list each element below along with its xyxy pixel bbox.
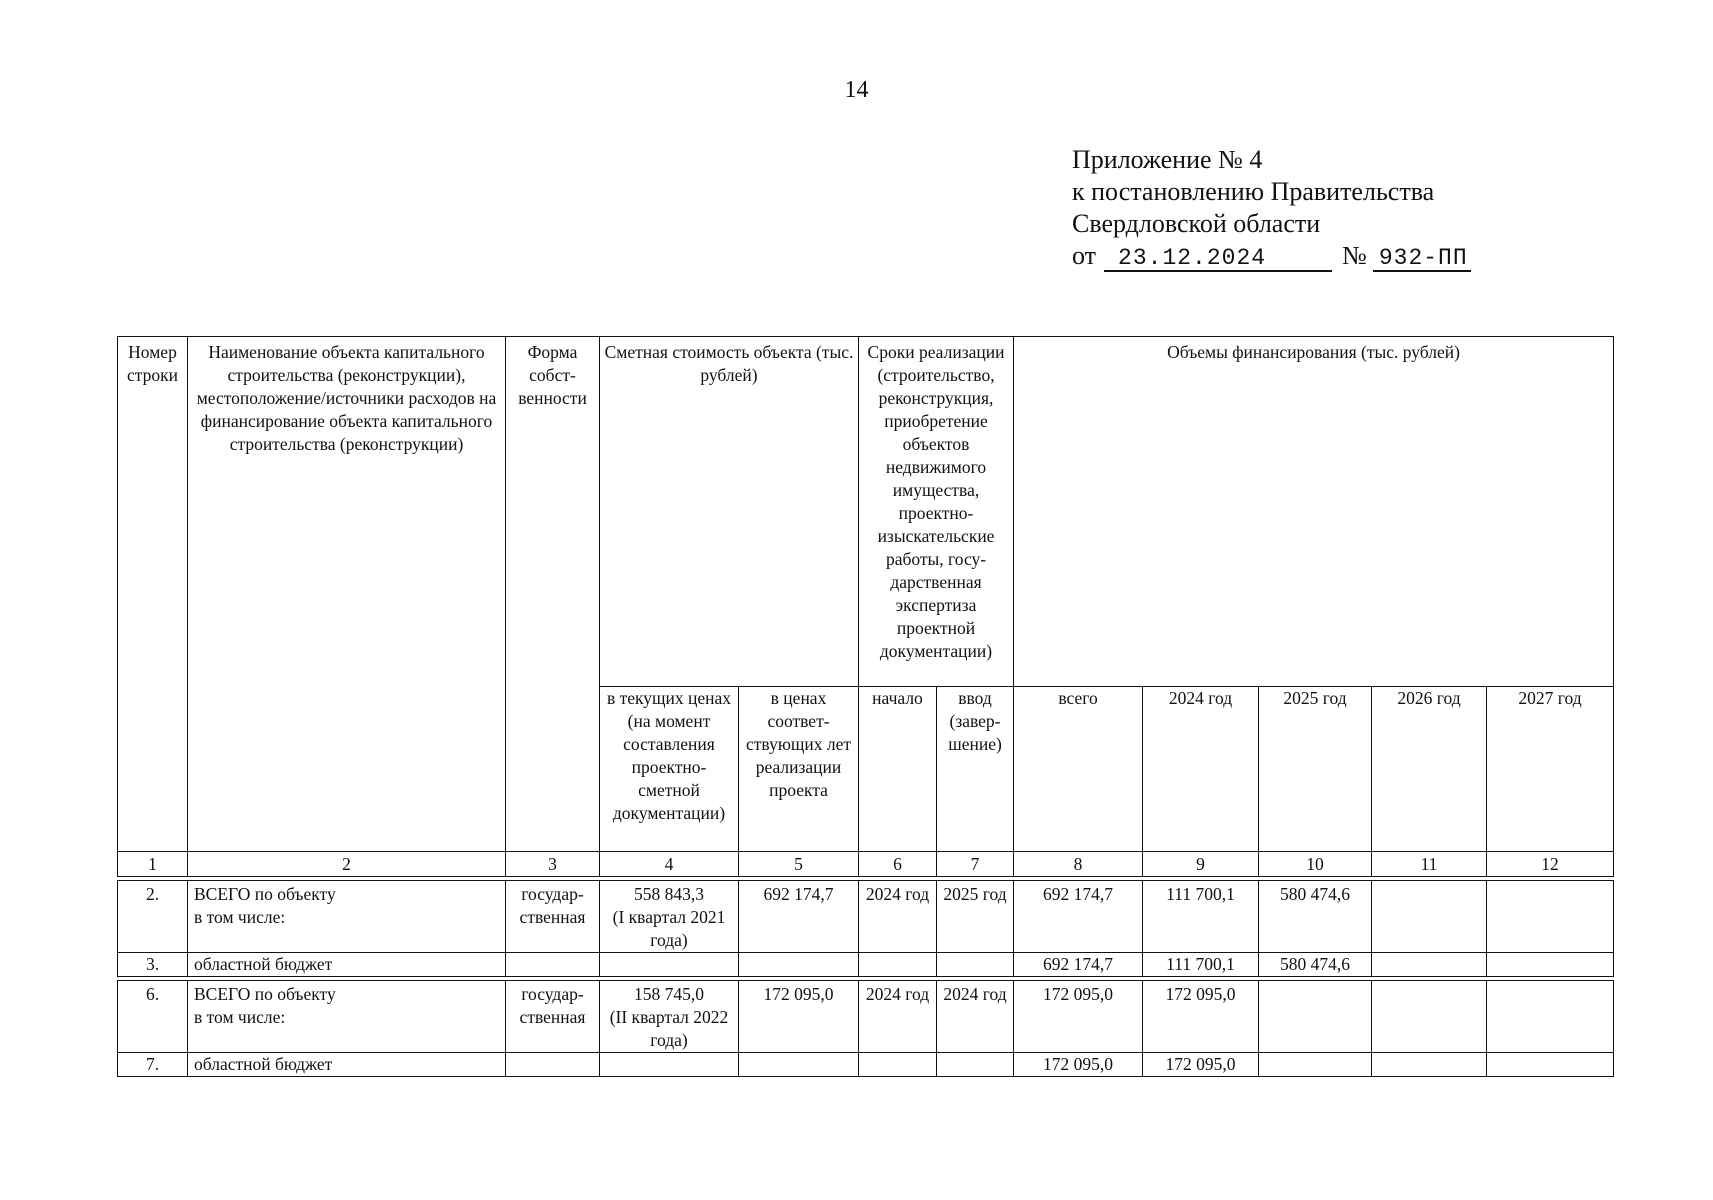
- row-name: областной бюджет: [188, 953, 506, 977]
- header-2026: 2026 год: [1372, 687, 1487, 852]
- table-row: [118, 981, 1614, 1053]
- row-ownership: [506, 953, 600, 977]
- header-current-prices: в текущих ценах (на момент составления проектно-сметной документации): [600, 687, 739, 852]
- column-number: 11: [1372, 852, 1487, 877]
- row-year-prices: [739, 953, 859, 977]
- column-number: 12: [1487, 852, 1614, 877]
- column-number: 9: [1143, 852, 1259, 877]
- row-name: областной бюджет: [188, 1053, 506, 1077]
- row-2024: 111 700,1: [1143, 953, 1259, 977]
- table-row: [118, 881, 1614, 953]
- row-number: 6.: [118, 981, 188, 1053]
- row-total: 692 174,7: [1014, 953, 1143, 977]
- table-row: [118, 1053, 1614, 1077]
- column-number: 8: [1014, 852, 1143, 877]
- header-row-number: Номер строки: [118, 337, 188, 852]
- column-number: 6: [859, 852, 937, 877]
- column-number: 1: [118, 852, 188, 877]
- row-2024: 172 095,0: [1143, 981, 1259, 1053]
- row-2026: [1372, 881, 1487, 953]
- row-2026: [1372, 981, 1487, 1053]
- row-year-prices: 172 095,0: [739, 981, 859, 1053]
- page-number: 14: [844, 77, 869, 103]
- row-2027: [1487, 953, 1614, 977]
- row-current-prices: 158 745,0 (II квартал 2022 года): [600, 981, 739, 1053]
- appendix-date-line: [1072, 240, 1471, 272]
- table-row: [118, 953, 1614, 977]
- header-ownership: Форма собст-венности: [506, 337, 600, 852]
- row-current-prices: 558 843,3 (I квартал 2021 года): [600, 881, 739, 953]
- row-ownership: государ-ственная: [506, 881, 600, 953]
- financing-table: [117, 336, 1614, 1077]
- header-estimated-cost: Сметная стоимость объекта (тыс. рублей): [600, 337, 859, 687]
- row-2024: 172 095,0: [1143, 1053, 1259, 1077]
- row-total: 692 174,7: [1014, 881, 1143, 953]
- row-number: 3.: [118, 953, 188, 977]
- column-number: 2: [188, 852, 506, 877]
- header-object-name: Наименование объекта капитального строительства (реконструкции), местоположение/источники расходов на финансирование объекта капитального строительства (реконструкции): [188, 337, 506, 852]
- column-number-row: [118, 852, 1614, 877]
- appendix-resolution: к постановлению Правительства: [1072, 177, 1435, 206]
- row-2027: [1487, 881, 1614, 953]
- header-start: начало: [859, 687, 937, 852]
- header-row-1: [118, 337, 1614, 687]
- row-start: [859, 953, 937, 977]
- header-2027: 2027 год: [1487, 687, 1614, 852]
- header-2025: 2025 год: [1259, 687, 1372, 852]
- row-year-prices: [739, 1053, 859, 1077]
- row-total: 172 095,0: [1014, 1053, 1143, 1077]
- row-number: 2.: [118, 881, 188, 953]
- header-deadlines: Сроки реализации (строительство, реконструкция, приобретение объектов недвижимого имущества, проектно-изыскательские работы, госу-дарственная экспертиза проектной документации): [859, 337, 1014, 687]
- header-financing: Объемы финансирования (тыс. рублей): [1014, 337, 1614, 687]
- row-finish: 2024 год: [937, 981, 1014, 1053]
- row-name: ВСЕГО по объекту в том числе:: [188, 881, 506, 953]
- row-finish: [937, 953, 1014, 977]
- header-finish: ввод (завер-шение): [937, 687, 1014, 852]
- row-2027: [1487, 1053, 1614, 1077]
- header-year-prices: в ценах соответ-ствующих лет реализации проекта: [739, 687, 859, 852]
- column-number: 3: [506, 852, 600, 877]
- row-current-prices: [600, 1053, 739, 1077]
- column-number: 10: [1259, 852, 1372, 877]
- date-prefix: от: [1072, 241, 1097, 270]
- row-finish: [937, 1053, 1014, 1077]
- row-number: 7.: [118, 1053, 188, 1077]
- row-current-prices: [600, 953, 739, 977]
- row-2025: [1259, 1053, 1372, 1077]
- resolution-date: 23.12.2024: [1104, 246, 1332, 272]
- column-number: 7: [937, 852, 1014, 877]
- row-2026: [1372, 953, 1487, 977]
- header-total: всего: [1014, 687, 1143, 852]
- row-2024: 111 700,1: [1143, 881, 1259, 953]
- row-start: [859, 1053, 937, 1077]
- row-2025: 580 474,6: [1259, 953, 1372, 977]
- row-start: 2024 год: [859, 881, 937, 953]
- row-start: 2024 год: [859, 981, 937, 1053]
- column-number: 4: [600, 852, 739, 877]
- appendix-title: Приложение № 4: [1072, 145, 1263, 174]
- row-name: ВСЕГО по объекту в том числе:: [188, 981, 506, 1053]
- column-number: 5: [739, 852, 859, 877]
- appendix-region: Свердловской области: [1072, 209, 1321, 238]
- row-2027: [1487, 981, 1614, 1053]
- header-2024: 2024 год: [1143, 687, 1259, 852]
- row-2025: [1259, 981, 1372, 1053]
- row-ownership: государ-ственная: [506, 981, 600, 1053]
- row-finish: 2025 год: [937, 881, 1014, 953]
- appendix-header: [1072, 144, 1471, 272]
- resolution-number: 932-ПП: [1373, 246, 1471, 272]
- row-year-prices: 692 174,7: [739, 881, 859, 953]
- row-2026: [1372, 1053, 1487, 1077]
- row-ownership: [506, 1053, 600, 1077]
- row-2025: 580 474,6: [1259, 881, 1372, 953]
- row-total: 172 095,0: [1014, 981, 1143, 1053]
- number-prefix: №: [1342, 241, 1367, 270]
